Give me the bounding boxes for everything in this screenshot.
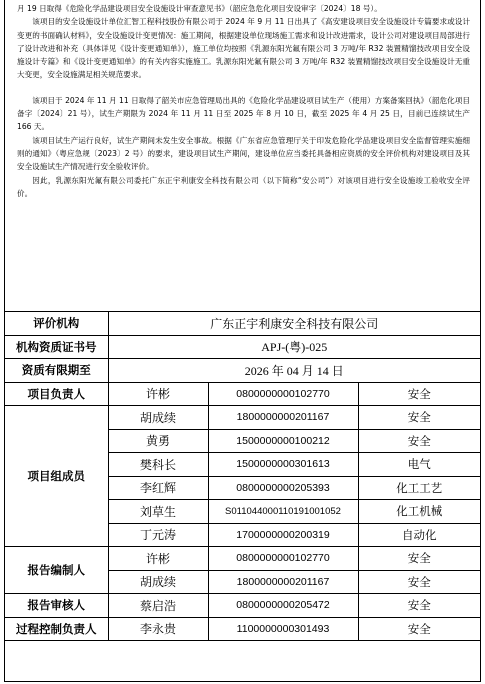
person-major: 自动化 — [358, 523, 480, 547]
person-name: 丁元涛 — [108, 523, 208, 547]
person-major: 电气 — [358, 453, 480, 477]
person-cert: 1100000000301493 — [208, 617, 358, 641]
person-major: 化工工艺 — [358, 476, 480, 500]
person-cert: 0800000000205393 — [208, 476, 358, 500]
person-cert: 0800000000102770 — [208, 547, 358, 571]
person-cert: 1800000000201167 — [208, 570, 358, 594]
personnel-table — [5, 311, 480, 641]
table-row — [5, 312, 480, 336]
intro-paragraph: 该项目的安全设施设计单位汇智工程科技股份有限公司于 2024 年 9 月 11 日出具了《高安建设项目安全设施设计专篇要求或设计变更的书面确认材料》，安全设施设计变更情况：施工期间，根据建设单位现场施工需求和设计改进需求，设计公司对建设项目局部进行了设计改进和补充（具体详见《设计变更通知单》），施工单位均按照《乳源东阳光氟有限公司 3 万吨/年 R32 装置精馏技改项目安全设施设计专篇》和《设计变更通知单》的有关内容实施施工。乳源东阳光氟有限公司 3 万吨/年 R32 装置精馏技改项目安全设施设计无重大变更，安全设施满足相关规范要求。 — [17, 17, 470, 80]
person-major: 安全 — [358, 429, 480, 453]
person-name: 胡成续 — [108, 406, 208, 430]
person-major: 安全 — [358, 406, 480, 430]
person-cert: 0800000000102770 — [208, 382, 358, 406]
members-label: 项目组成员 — [5, 406, 108, 547]
person-name: 胡成续 — [108, 570, 208, 594]
person-cert: 1500000000100212 — [208, 429, 358, 453]
person-name: 许彬 — [108, 547, 208, 571]
person-name: 黄勇 — [108, 429, 208, 453]
cert-value: APJ-(粤)-025 — [108, 335, 480, 359]
person-major: 化工机械 — [358, 500, 480, 524]
person-major: 安全 — [358, 617, 480, 641]
intro-paragraph: 因此，乳源东阳光氟有限公司委托广东正宇利康安全科技有限公司（以下简称“安公司”）对该项目进行安全设施竣工验收安全评价。 — [17, 175, 470, 198]
cert-label: 机构资质证书号 — [5, 335, 108, 359]
person-major: 安全 — [358, 594, 480, 618]
person-major: 安全 — [358, 570, 480, 594]
table-row — [5, 617, 480, 641]
person-major: 安全 — [358, 382, 480, 406]
person-name: 蔡启浩 — [108, 594, 208, 618]
intro-paragraph: 该项目试生产运行良好，试生产期间未发生安全事故。根据《广东省应急管理厅关于印发危险化学品建设项目安全监督管理实施细则的通知》（粤应急规〔2023〕2 号）的要求，建设项目试生产期间，建设单位应当委托具备相应资质的安全评价机构对建设项目及其安全设施试生产情况进行安全验收评价。 — [17, 135, 470, 172]
intro-paragraph: 月 19 日取得《危险化学品建设项目安全设施设计审查意见书》（韶应急危化项目安设审字〔2024〕18 号）。 — [17, 4, 382, 13]
leader-label: 项目负责人 — [5, 382, 108, 406]
person-cert: S011044000110191001052 — [208, 500, 358, 524]
table-row — [5, 335, 480, 359]
expiry-value: 2026 年 04 月 14 日 — [108, 359, 480, 383]
person-name: 刘草生 — [108, 500, 208, 524]
controller-label: 过程控制负责人 — [5, 617, 108, 641]
writers-label: 报告编制人 — [5, 547, 108, 594]
person-name: 樊科长 — [108, 453, 208, 477]
table-row — [5, 382, 480, 406]
person-cert: 0800000000205472 — [208, 594, 358, 618]
org-value: 广东正宇利康安全科技有限公司 — [108, 312, 480, 336]
reviewer-label: 报告审核人 — [5, 594, 108, 618]
expiry-label: 资质有限期至 — [5, 359, 108, 383]
table-row — [5, 547, 480, 571]
person-name: 李永贵 — [108, 617, 208, 641]
table-row — [5, 406, 480, 430]
person-name: 李红辉 — [108, 476, 208, 500]
org-label: 评价机构 — [5, 312, 108, 336]
person-cert: 1700000000200319 — [208, 523, 358, 547]
intro-text-block — [5, 0, 480, 311]
person-cert: 1800000000201167 — [208, 406, 358, 430]
document-frame — [4, 0, 481, 682]
intro-paragraph: 该项目于 2024 年 11 月 11 日取得了韶关市应急管理局出具的《危险化学品建设项目试生产（使用）方案备案回执》（韶危化项目备字〔2024〕21 号），试生产期限为 2024 年 11 月 11 日至 2025 年 8 月 10 日，截至 2025 年 4 月 25 日，目前已连续试生产 166 天。 — [17, 95, 470, 132]
person-major: 安全 — [358, 547, 480, 571]
person-cert: 1500000000301613 — [208, 453, 358, 477]
table-row — [5, 359, 480, 383]
table-row — [5, 594, 480, 618]
person-name: 许彬 — [108, 382, 208, 406]
